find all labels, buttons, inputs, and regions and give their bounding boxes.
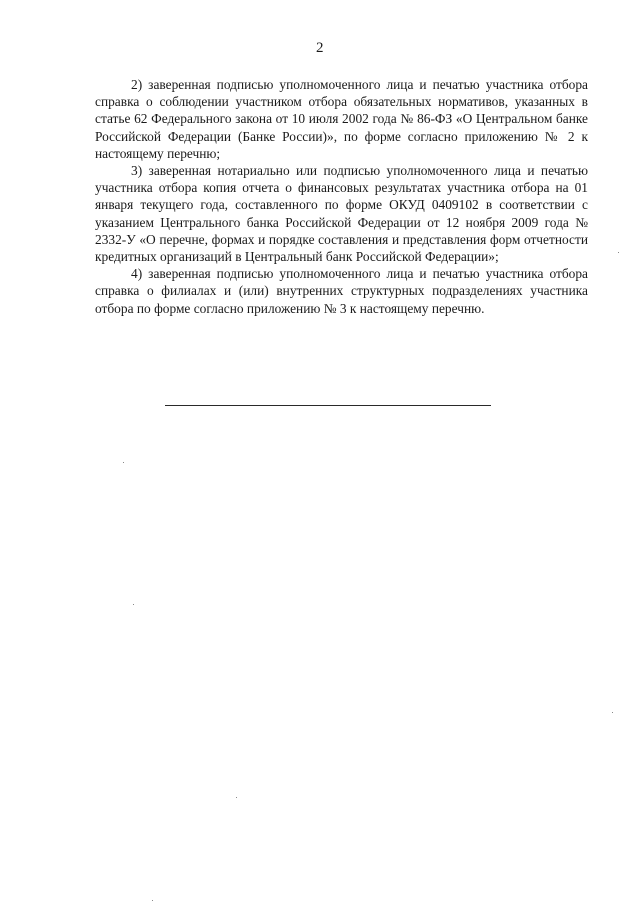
scan-speck <box>152 900 153 901</box>
scan-speck <box>618 252 619 253</box>
scan-speck <box>236 797 237 798</box>
scan-speck <box>133 604 134 605</box>
end-separator-line <box>165 405 491 406</box>
page-number: 2 <box>316 40 324 56</box>
scan-speck <box>123 462 124 463</box>
document-body <box>95 76 588 317</box>
list-item-3: 3) заверенная нотариально или подписью уполномоченного лица и печатью участника отбора копия отчета о финансовых результатах участника отбора на 01 января текущего года, составленного по форме ОКУД 0409102 в соответствии с указанием Центрального банка Российской Федерации от 12 ноября 2009 года № 2332-У «О перечне, формах и порядке составления и представления форм отчетности кредитных организаций в Центральный банк Российской Федерации»; <box>95 163 588 265</box>
scan-speck <box>612 712 613 713</box>
list-item-4: 4) заверенная подписью уполномоченного лица и печатью участника отбора справка о филиалах и (или) внутренних структурных подразделениях участника отбора по форме согласно приложению № 3 к настоящему перечню. <box>95 266 588 316</box>
list-item-2: 2) заверенная подписью уполномоченного лица и печатью участника отбора справка о соблюдении участником отбора обязательных нормативов, указанных в статье 62 Федерального закона от 10 июля 2002 года № 86-ФЗ «О Центральном банке Российской Федерации (Банке России)», по форме согласно приложению № 2 к настоящему перечню; <box>95 77 588 161</box>
